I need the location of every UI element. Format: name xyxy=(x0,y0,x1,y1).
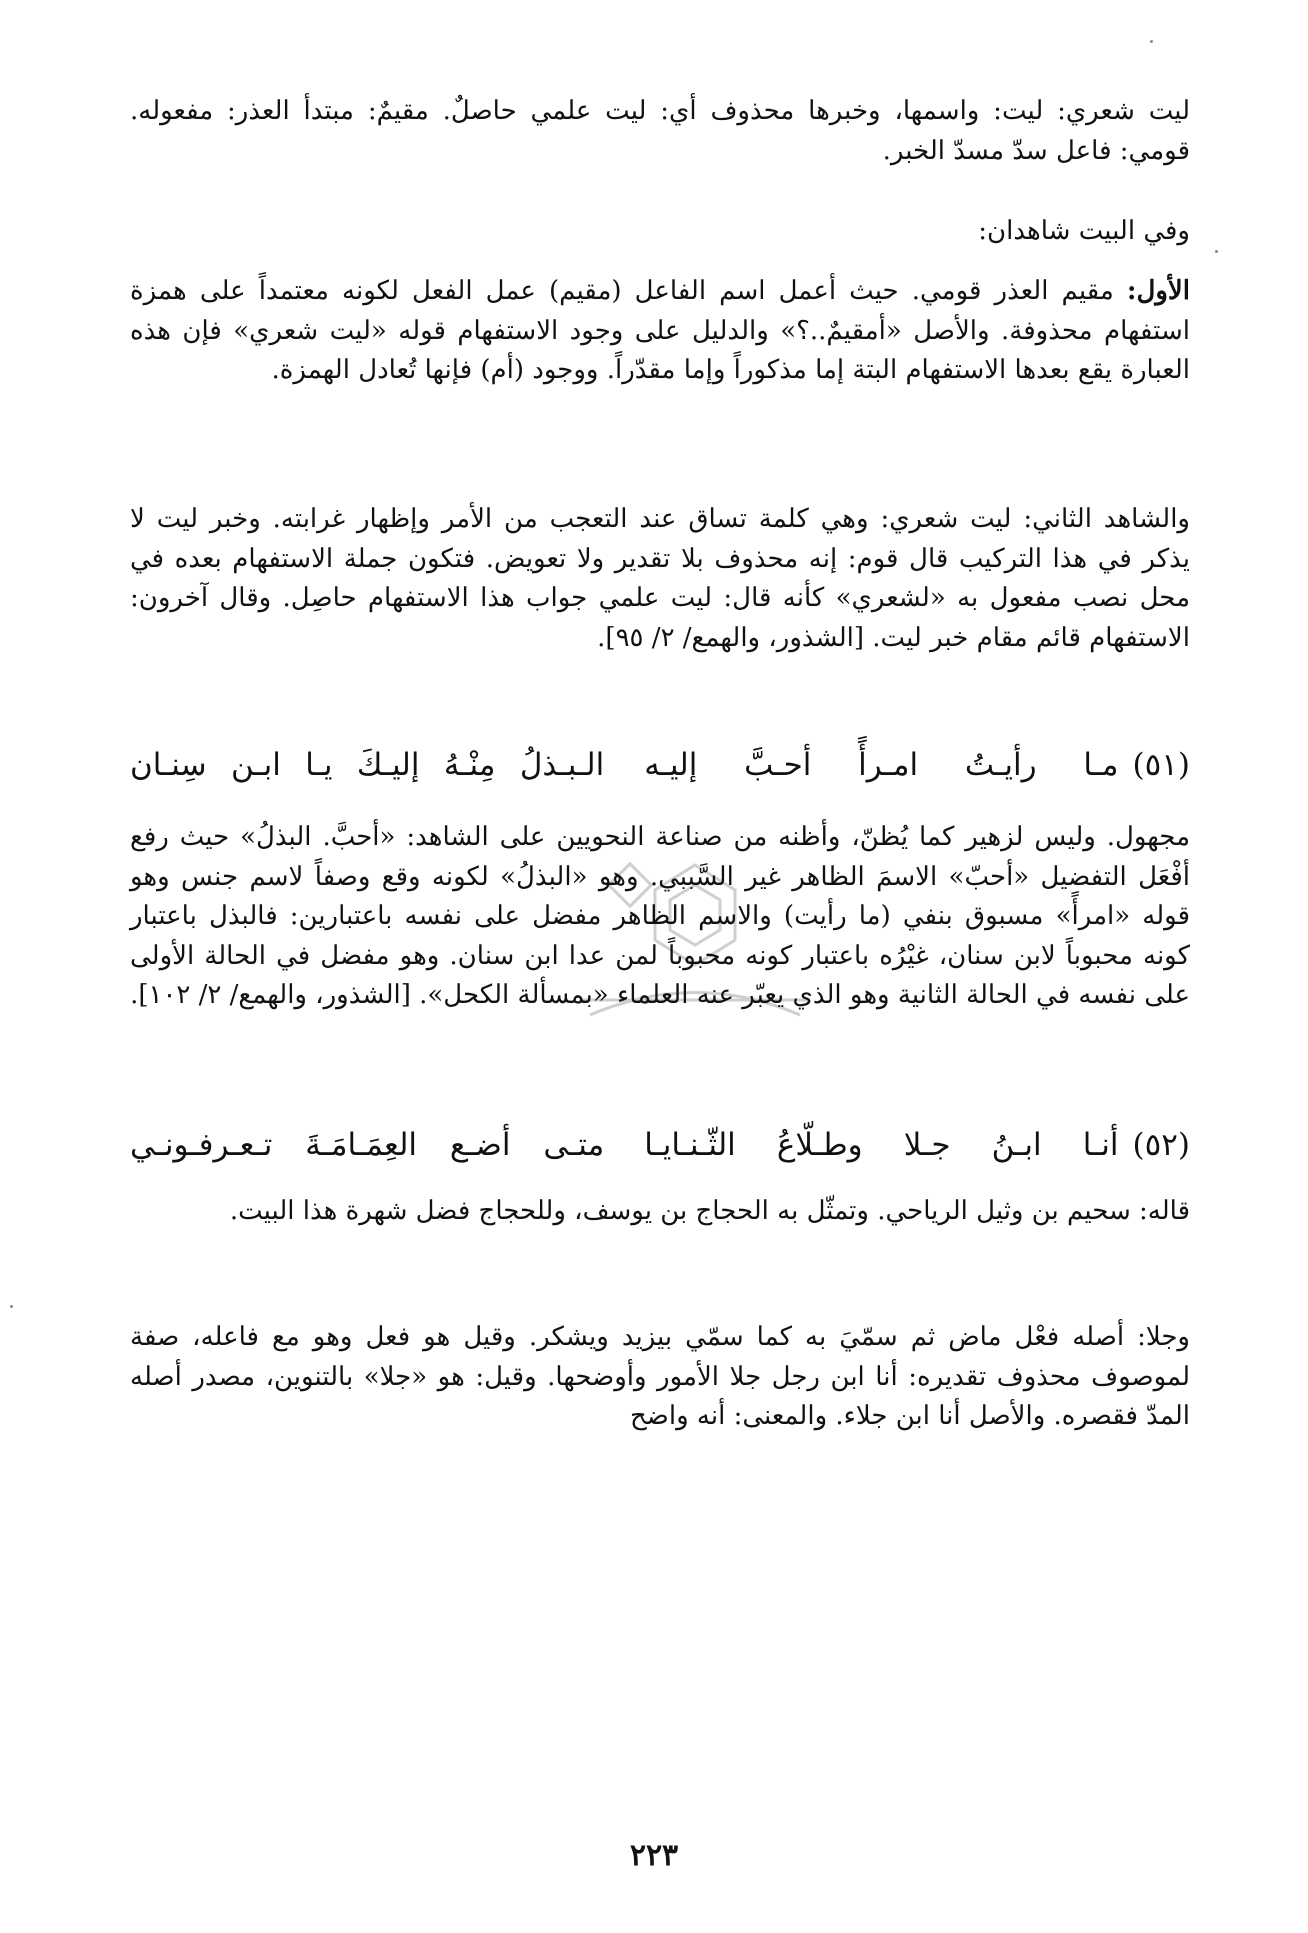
paragraph-text: والشاهد الثاني: ليت شعري: وهي كلمة تساق عند التعجب من الأمر وإظهار غرابته. وخبر ليت لا يذكر في هذا التركيب قال قوم: إنه محذوف بلا تقدير ولا تعويض. فتكون جملة الاستفهام بعده في محل نصب مفعول به «لشعري» كأنه قال: ليت علمي جواب هذا الاستفهام حاصِل. وقال آخرون: الاستفهام قائم مقام خبر ليت. [الشذور، والهمع/ ٢/ ٩٥]. xyxy=(130,504,1190,653)
verse-second-hemistich: متـى أضـع العِمَـامَـةَ تـعـرفـونـي xyxy=(130,1127,605,1163)
paragraph-text: قاله: سحيم بن وثيل الرياحي. وتمثّل به الحجاج بن يوسف، وللحجاج فضل شهرة هذا البيت. xyxy=(229,1196,1190,1226)
scan-speck xyxy=(10,1305,13,1308)
page-number: ٢٢٣ xyxy=(629,1838,679,1873)
paragraph-first-witness xyxy=(130,272,1190,391)
paragraph-jala-explanation xyxy=(130,1318,1190,1437)
paragraph-verse-51-commentary xyxy=(130,818,1190,1016)
paragraph-text: وجلا: أصله فعْل ماض ثم سمّيَ به كما سمّي بيزيد ويشكر. وقيل هو فعل وهو مع فاعله، صفة لموصوف محذوف تقديره: أنا ابن رجل جلا الأمور وأوضحها. وقيل: هو «جلا» بالتنوين، مصدر أصله المدّ فقصره. والأصل أنا ابن جلاء. والمعنى: أنه واضح xyxy=(130,1322,1190,1432)
paragraph-lead: الأول: xyxy=(1126,276,1190,306)
paragraph-witnesses-heading xyxy=(130,212,1190,252)
verse-52 xyxy=(130,1125,1190,1165)
paragraph-text: ليت شعري: ليت: واسمها، وخبرها محذوف أي: ليت علمي حاصلٌ. مقيمٌ: مبتدأ العذر: مفعوله. قومي: فاعل سدّ مسدّ الخبر. xyxy=(130,96,1190,166)
paragraph-text: مقيم العذر قومي. حيث أعمل اسم الفاعل (مقيم) عمل الفعل لكونه معتمداً على همزة استفهام محذوفة. والأصل «أمقيمٌ..؟» والدليل على وجود الاستفهام قوله «ليت شعري» فإن هذه العبارة يقع بعدها الاستفهام البتة إما مذكوراً وإما مقدّراً. ووجود (أم) فإنها تُعادل الهمزة. xyxy=(130,276,1190,386)
verse-51 xyxy=(130,745,1190,785)
paragraph-text: مجهول. وليس لزهير كما يُظنّ، وأظنه من صناعة النحويين على الشاهد: «أحبَّ. البذلُ» حيث رفع أفْعَل التفضيل «أحبّ» الاسمَ الظاهر غير السَّببي. وهو «البذلُ» لكونه وقع وصفاً لاسم جنس وهو قوله «امرأً» مسبوق بنفي (ما رأيت) والاسم الظاهر مفضل على نفسه باعتبارين: فالبذل باعتبار كونه محبوباً لابن سنان، غيْرُه باعتبار كونه محبوباً لمن عدا ابن سنان. وهو مفضل في الحالة الأولى على نفسه في الحالة الثانية وهو الذي يعبّر عنه العلماء «بمسألة الكحل». [الشذور، والهمع/ ٢/ ١٠٢]. xyxy=(130,822,1191,1011)
verse-number: (٥١) xyxy=(1132,747,1190,783)
verse-number: (٥٢) xyxy=(1132,1127,1190,1163)
paragraph-verse-52-attribution xyxy=(130,1192,1190,1232)
scan-speck xyxy=(1150,40,1153,43)
verse-first-hemistich: أنـا ابـنُ جـلا وطـلّاعُ الثّـنـايـا xyxy=(644,1127,1119,1163)
verse-first-hemistich: مـا رأيـتُ امـرأً أحـبَّ إليـه xyxy=(644,747,1119,783)
scan-speck xyxy=(1215,250,1218,253)
paragraph-explanation xyxy=(130,92,1190,171)
paragraph-second-witness xyxy=(130,500,1190,658)
paragraph-text: وفي البيت شاهدان: xyxy=(978,216,1190,246)
verse-second-hemistich: الـبـذلُ مِنْـهُ إليـكَ يـا ابـن سِنـان xyxy=(130,747,605,783)
